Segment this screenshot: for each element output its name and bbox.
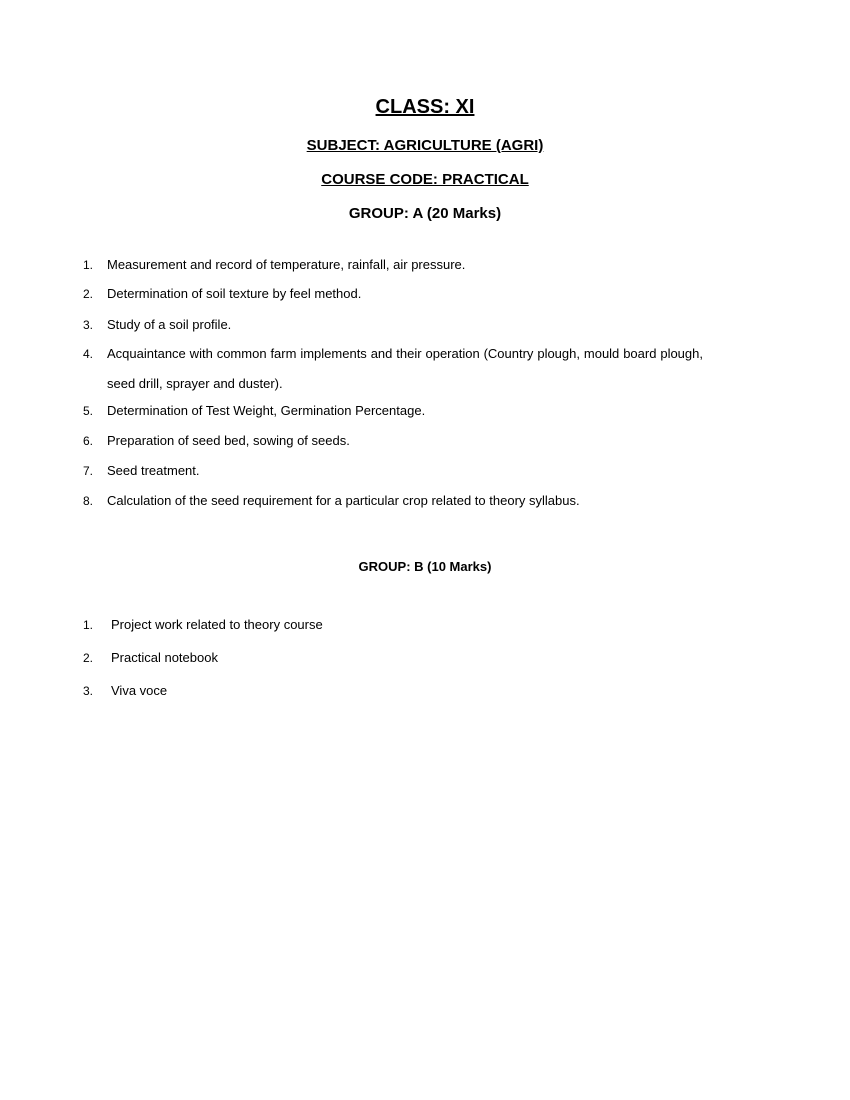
item-text: Viva voce: [111, 683, 168, 698]
group-b-heading: GROUP: B (10 Marks): [358, 559, 492, 574]
group-a-heading: GROUP: A (20 Marks): [348, 205, 502, 222]
item-number: 2.: [83, 651, 94, 665]
list-item: [83, 486, 703, 516]
item-number: 1.: [83, 258, 94, 272]
list-item: [83, 339, 703, 399]
item-text: Seed treatment.: [107, 463, 200, 478]
item-number: 6.: [83, 434, 94, 448]
item-number: 8.: [83, 494, 94, 508]
item-text: Practical notebook: [111, 650, 218, 665]
item-text: Project work related to theory course: [111, 617, 323, 632]
item-number: 2.: [83, 287, 94, 301]
item-number: 3.: [83, 318, 94, 332]
list-item: [83, 456, 703, 486]
item-text: Preparation of seed bed, sowing of seeds.: [107, 433, 350, 448]
item-text: Acquaintance with common farm implements and their operation (Country plough, mould board plough, seed drill, sprayer and duster).: [107, 346, 703, 391]
list-item: [83, 250, 703, 280]
item-number: 5.: [83, 404, 94, 418]
item-number: 4.: [83, 347, 94, 361]
course-code: COURSE CODE: PRACTICAL: [321, 171, 529, 188]
list-item: [83, 396, 703, 426]
item-text: Measurement and record of temperature, rainfall, air pressure.: [107, 257, 466, 272]
subject-title: SUBJECT: AGRICULTURE (AGRI): [306, 137, 544, 154]
class-title: CLASS: XI: [375, 96, 475, 118]
item-number: 3.: [83, 684, 94, 698]
list-item: [83, 310, 703, 340]
list-item: [83, 610, 703, 640]
list-item: [83, 643, 703, 673]
item-text: Study of a soil profile.: [107, 317, 232, 332]
list-item: [83, 279, 703, 309]
list-item: [83, 426, 703, 456]
list-item: [83, 676, 703, 706]
item-text: Determination of soil texture by feel method.: [107, 286, 362, 301]
item-number: 7.: [83, 464, 94, 478]
item-number: 1.: [83, 618, 94, 632]
item-text: Calculation of the seed requirement for a particular crop related to theory syllabus.: [107, 493, 580, 508]
item-text: Determination of Test Weight, Germination Percentage.: [107, 403, 426, 418]
